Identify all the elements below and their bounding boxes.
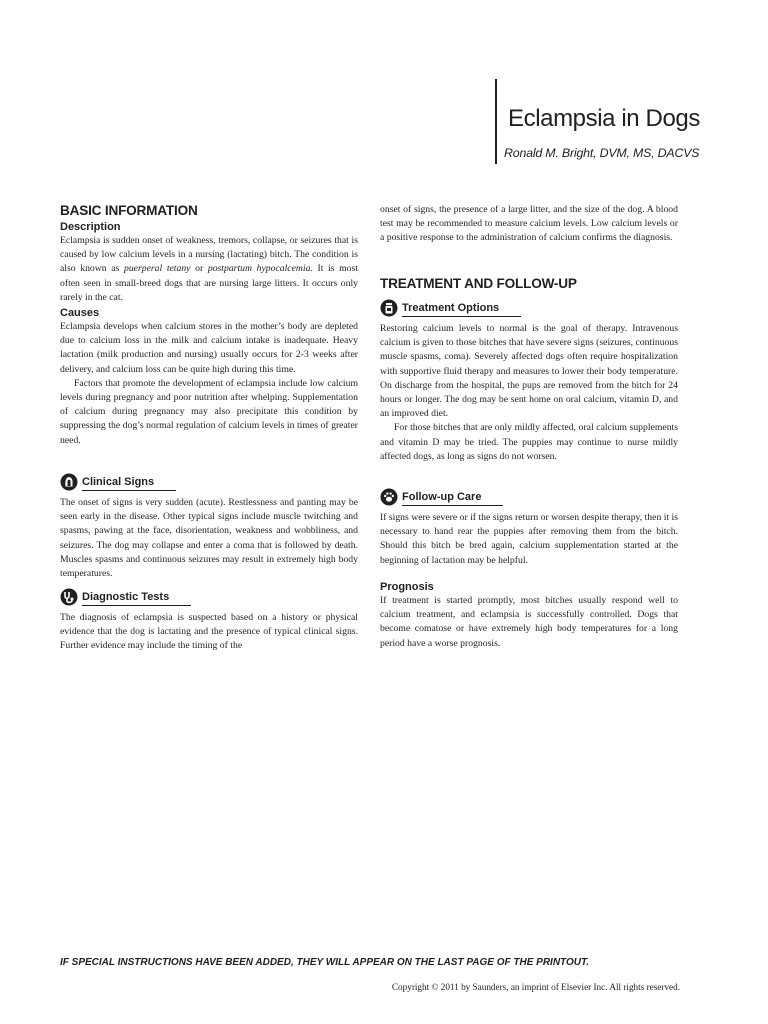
diagnostic-tests-continued [380,203,678,246]
description-text: Eclampsia is sudden onset of weakness, tremors, collapse, or seizures that is caused by low calcium levels in a nursing (lactating) bitch. The condition is also known as puerperal tetany or postpartum hypocalcemia. It is most often seen in small-breed dogs that are nursing large litters. It occurs only rarely in the cat. [60,235,358,303]
author-line: Ronald M. Bright, DVM, MS, DACVS [504,146,700,160]
basic-information-section [60,203,358,219]
followup-care-text: If signs were severe or if the signs return or worsen despite therapy, then it is necessary to hand rear the puppies after removing them from the bitch. Should this bitch be bred again, calcium supplementation started at the beginning of lactation may be helpful. [380,512,678,566]
followup-care-header [380,488,678,506]
treatment-options-heading: Treatment Options [402,302,521,317]
page-title: Eclampsia in Dogs [508,105,700,132]
stethoscope-icon [60,588,78,606]
causes-subsection [60,307,358,448]
followup-care-heading: Follow-up Care [402,491,503,506]
causes-heading: Causes [60,307,100,319]
treatment-section [380,276,678,292]
clinical-signs-text: The onset of signs is very sudden (acute). Restlessness and panting may be seen early in the disease. Other typical signs include muscle twitching and spasms, pawing at the face, disorientation, weakness and wobbliness, and seizures. The dog may collapse and enter a coma that is followed by death. Muscles spasms and continuous seizures may result in extremely high body temperatures. [60,497,358,580]
diagnostic-tests-header [60,588,358,606]
clinical-signs-header [60,473,358,491]
dog-head-icon [60,473,78,491]
treatment-options-subsection [380,299,678,464]
medicine-bottle-icon [380,299,398,317]
diagnostic-tests-text: The diagnosis of eclampsia is suspected based on a history or physical evidence that the dog is lactating and the presence of typical clinical signs. Further evidence may include the timing of the [60,612,358,652]
special-instructions-note: IF SPECIAL INSTRUCTIONS HAVE BEEN ADDED, THEY WILL APPEAR ON THE LAST PAGE OF THE PRINTOUT. [60,957,590,968]
paw-print-icon [380,488,398,506]
prognosis-text: If treatment is started promptly, most bitches usually respond well to calcium treatment, and eclampsia is successfully controlled. Dogs that become comatose or have extremely high body temperatures for a long period have a worse prognosis. [380,595,678,649]
basic-information-heading: BASIC INFORMATION [60,203,198,218]
diagnostic-tests-text-continued: onset of signs, the presence of a large litter, and the size of the dog. A blood test may be recommended to measure calcium levels. Low calcium levels or a positive response to the administration of calcium confirms the diagnosis. [380,204,678,244]
prognosis-heading: Prognosis [380,581,434,593]
copyright-notice: Copyright © 2011 by Saunders, an imprint of Elsevier Inc. All rights reserved. [391,982,680,992]
treatment-options-text-1: Restoring calcium levels to normal is the goal of therapy. Intravenous calcium is given to those bitches that have severe signs (seizures, continuous muscle spasms, coma). Severely affected dogs often require hospitalization with supportive fluid therapy and measures to lower their body temperature. On discharge from the hospital, the pups are removed from the bitch for 24 hours or longer. The dog may be sent home on oral calcium, vitamin D, and an improved diet. [380,323,678,420]
followup-care-subsection [380,488,678,568]
causes-text-1: Eclampsia develops when calcium stores in the mother’s body are depleted due to calcium loss in the milk and calcium intake is inadequate. Heavy lactation (milk production and nursing) usually occurs for 2-3 weeks after delivery, and calcium loss can be quite high during this time. [60,321,358,375]
treatment-options-text-2: For those bitches that are only mildly affected, oral calcium supplements and vitamin D may be tried. The puppies may continue to nurse mildly affected dogs, as long as signs do not worsen. [380,422,678,462]
diagnostic-tests-subsection [60,588,358,654]
diagnostic-tests-heading: Diagnostic Tests [82,591,191,606]
description-subsection [60,221,358,305]
clinical-signs-heading: Clinical Signs [82,476,176,491]
title-rule [495,79,497,164]
causes-text-2: Factors that promote the development of eclampsia include low calcium levels during pregnancy and poor nutrition after whelping. Supplementation of calcium during pregnancy may also precipitate this condition by suppressing the dog’s normal regulation of calcium levels in times of greater need. [60,377,358,446]
description-heading: Description [60,221,121,233]
treatment-heading: TREATMENT AND FOLLOW-UP [380,276,577,291]
prognosis-subsection [380,581,678,651]
clinical-signs-subsection [60,473,358,581]
treatment-options-header [380,299,678,317]
